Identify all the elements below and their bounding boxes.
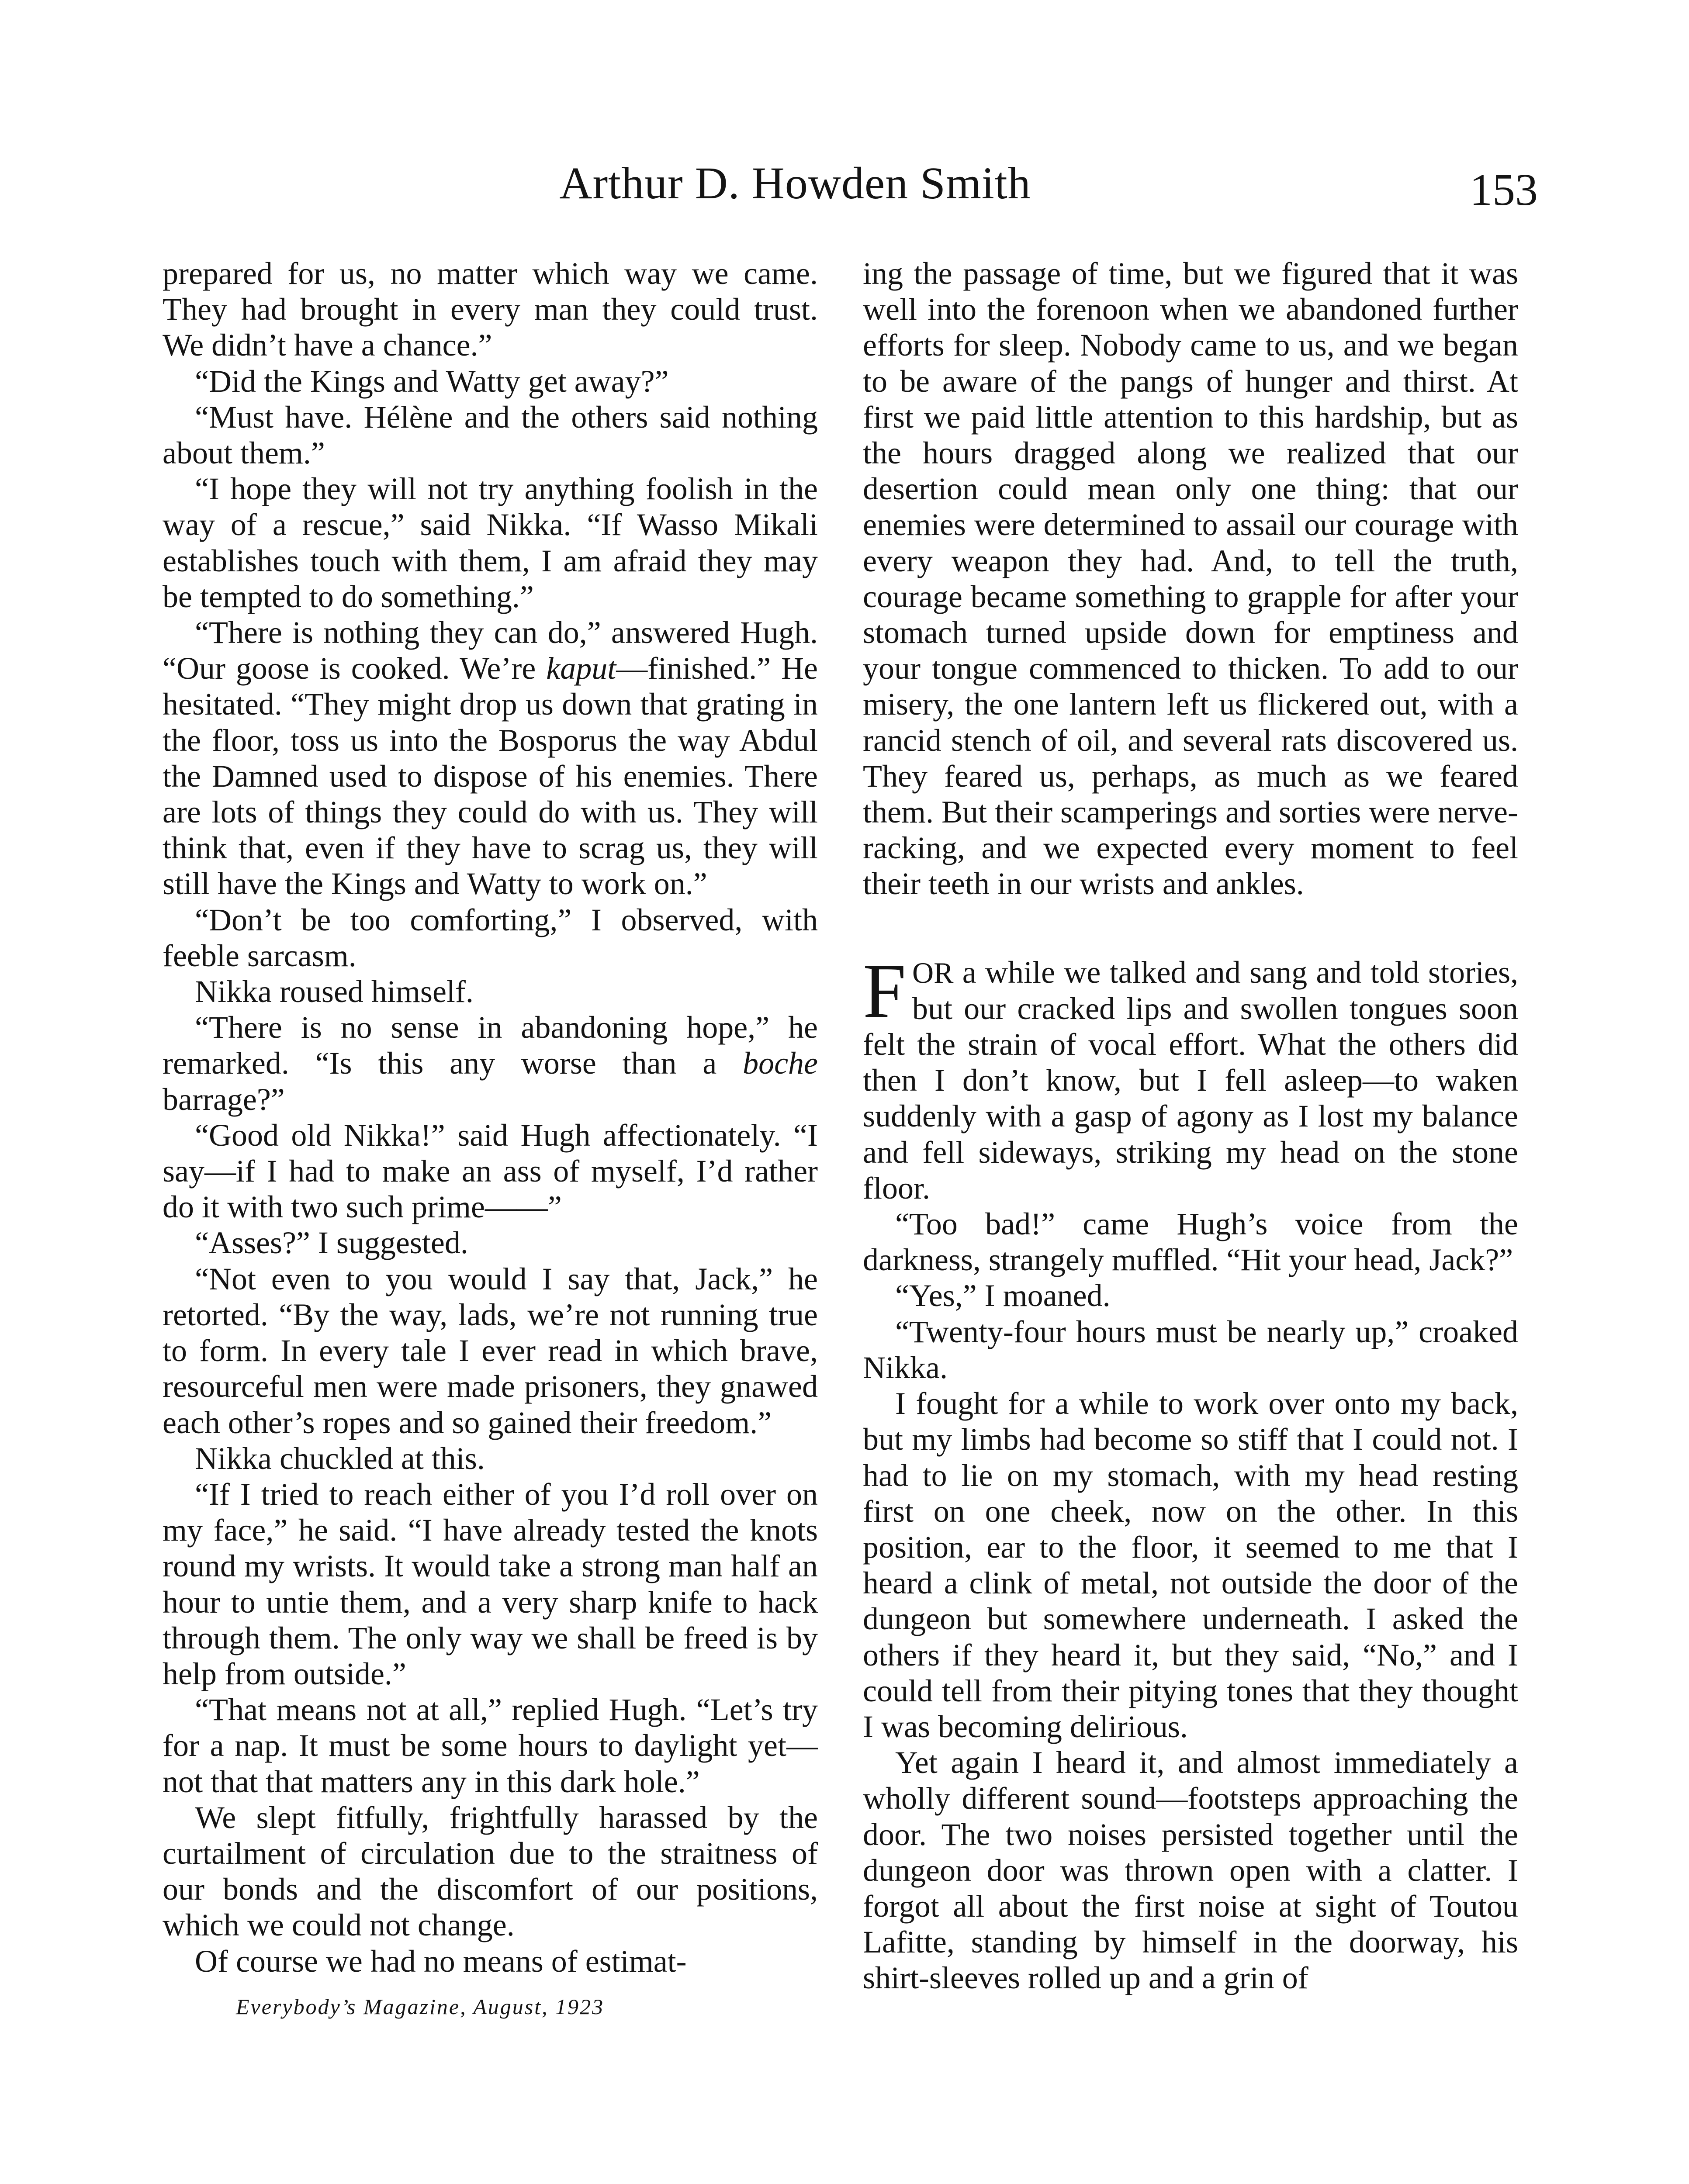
paragraph: “Don’t be too comforting,” I observed, with feeble sarcasm. <box>163 902 818 973</box>
footer-issue-line: Everybody’s Magazine, August, 1923 <box>236 1994 605 2019</box>
paragraph: “Did the Kings and Watty get away?” <box>195 363 669 399</box>
text-column-right <box>863 256 1518 1996</box>
drop-cap: F <box>863 947 906 1034</box>
paragraph: “That means not at all,” replied Hugh. “Let’s try for a nap. It must be some hours to daylight yet—not that that matters any in this dark hole.” <box>163 1692 818 1799</box>
paragraph: “If I tried to reach either of you I’d roll over on my face,” he said. “I have already tested the knots round my wrists. It would take a strong man half an hour to untie them, and a very sharp knife to hack through them. The only way we shall be freed is by help from outside.” <box>163 1476 818 1691</box>
text-run: —finished.” He hesitated. “They might drop us down that grating in the floor, toss us into the Bosporus the way Abdul the Damned used to dispose of his enemies. There are lots of things they could do with us. They will think that, even if they have to scrag us, they will still have the Kings and Watty to work on.” <box>163 651 818 902</box>
paragraph: “Twenty-four hours must be nearly up,” croaked Nikka. <box>863 1314 1518 1385</box>
section-opening-paragraph <box>863 947 1518 1206</box>
text-run: “There is nothing they can do,” answered Hugh. “Our goose is cooked. We’re <box>163 615 818 686</box>
paragraph: We slept fitfully, frightfully harassed by the curtailment of circulation due to the straitness of our bonds and the discomfort of our positions, which we could not change. <box>163 1800 818 1943</box>
italic-word: boche <box>743 1046 818 1081</box>
italic-word: kaput <box>546 651 616 686</box>
paragraph: “Asses?” I suggested. <box>195 1225 468 1261</box>
paragraph: “Must have. Hélène and the others said nothing about them.” <box>163 399 818 471</box>
text-run: barrage?” <box>163 1082 285 1117</box>
running-header-title: Arthur D. Howden Smith <box>559 158 1031 208</box>
paragraph: I fought for a while to work over onto my back, but my limbs had become so stiff that I could not. I had to lie on my stomach, with my head resting first on one cheek, now on the other. In this position, ear to the floor, it seemed to me that I heard a clink of metal, not outside the door of the dungeon but somewhere underneath. I asked the others if they heard it, but they said, “No,” and I could tell from their pitying tones that they thought I was becoming delirious. <box>863 1386 1518 1744</box>
paragraph: “Good old Nikka!” said Hugh affectionately. “I say—if I had to make an ass of myself, I’d rather do it with two such prime——” <box>163 1117 818 1225</box>
text-column-left <box>163 256 818 1979</box>
paragraph: Nikka roused himself. <box>195 974 474 1009</box>
text-run: a while we talked and sang and told stories, but our cracked lips and swollen tongues soon felt the strain of vocal effort. What the others did then I don’t know, but I fell asleep—to waken suddenly with a gasp of agony as I lost my balance and fell sideways, striking my head on the stone floor. <box>863 954 1518 1206</box>
paragraph: “Not even to you would I say that, Jack,” he retorted. “By the way, lads, we’re not running true to form. In every tale I ever read in which brave, resourceful men were made prisoners, they gnawed each other’s ropes and so gained their freedom.” <box>163 1261 818 1440</box>
text-run: “There is no sense in abandoning hope,” he remarked. “Is this any worse than a <box>163 1010 818 1081</box>
paragraph: ing the passage of time, but we figured that it was well into the forenoon when we abandoned further efforts for sleep. Nobody came to us, and we began to be aware of the pangs of hunger and thirst. At first we paid little attention to this hardship, but as the hours dragged along we realized that our desertion could mean only one thing: that our enemies were determined to assail our courage with every weapon they had. And, to tell the truth, courage became something to grapple for after your stomach turned upside down for emptiness and your tongue commenced to thicken. To add to our misery, the one lantern left us flickered out, with a rancid stench of oil, and several rats discovered us. They feared us, perhaps, as much as we feared them. But their scamperings and sorties were nerve-racking, and we expected every moment to feel their teeth in our wrists and ankles. <box>863 256 1518 902</box>
paragraph <box>163 1009 818 1117</box>
small-caps-word: OR <box>912 956 954 989</box>
paragraph: prepared for us, no matter which way we came. They had brought in every man they could trust. We didn’t have a chance.” <box>163 256 818 363</box>
paragraph <box>163 615 818 902</box>
paragraph: Nikka chuckled at this. <box>195 1441 485 1476</box>
page-number: 153 <box>1470 165 1538 215</box>
paragraph: “Yes,” I moaned. <box>895 1278 1111 1313</box>
paragraph: Of course we had no means of estimat- <box>195 1943 687 1979</box>
paragraph: Yet again I heard it, and almost immediately a wholly different sound—footsteps approaching the door. The two noises persisted together until the dungeon door was thrown open with a clatter. I forgot all about the first noise at sight of Toutou Lafitte, standing by himself in the doorway, his shirt-sleeves rolled up and a grin of <box>863 1745 1518 1996</box>
paragraph: “Too bad!” came Hugh’s voice from the darkness, strangely muffled. “Hit your head, Jack?” <box>863 1206 1518 1278</box>
paragraph: “I hope they will not try anything foolish in the way of a rescue,” said Nikka. “If Wasso Mikali establishes touch with them, I am afraid they may be tempted to do something.” <box>163 471 818 614</box>
